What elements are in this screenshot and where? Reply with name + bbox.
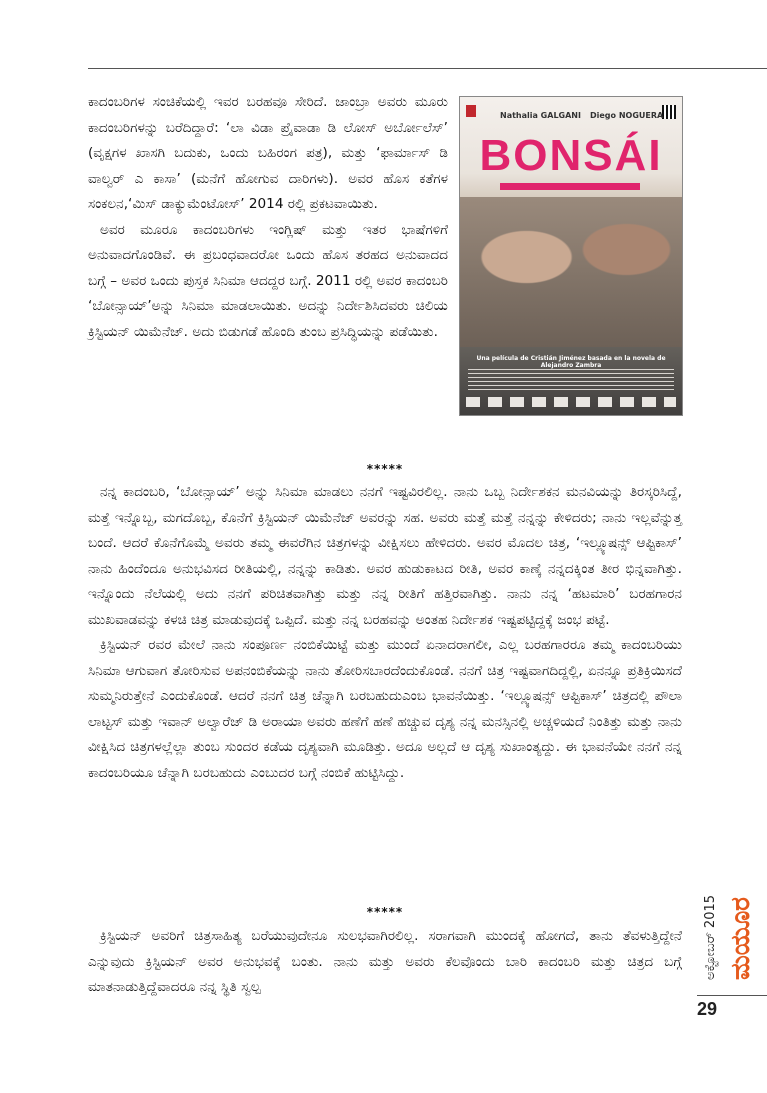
paragraph: ಕ್ರಿಸ್ಟಿಯನ್ ರವರ ಮೇಲೆ ನಾನು ಸಂಪೂರ್ಣ ನಂಬಿಕೆಯಿಟ್ಟೆ ಮತ್ತು ಮುಂದೆ ಏನಾದರಾಗಲೀ, ಎಲ್ಲ ಬರಹಗಾರರೂ ತಮ್ಮ ಕಾದಂಬರಿಯು ಸಿನಿಮಾ ಆಗುವಾಗ ತೋರಿಸುವ ಅಪನಂಬಿಕೆಯನ್ನು ನಾನು ತೋರಿಸಬಾರದೆಂದುಕೊಂಡೆ. ನನಗೆ ಚಿತ್ರ ಇಷ್ಟವಾಗದಿದ್ದಲ್ಲಿ, ಏನನ್ನೂ ಪ್ರತಿಕ್ರಿಯಿಸದೆ ಸುಮ್ಮನಿರುತ್ತೇನೆ ಎಂದುಕೊಂಡೆ. ಆದರೆ ನನಗೆ ಚಿತ್ರ ಚೆನ್ನಾಗಿ ಬರಬಹುದುಎಂಬ ಭಾವನೆಯಿತ್ತು. ‘ಇಲ್ಲ್ಯೂಷನ್ಸ್ ಆಪ್ಟಿಕಾಸ್’ ಚಿತ್ರದಲ್ಲಿ ಪೌಲಾ ಲಾಟ್ಟಸ್ ಮತ್ತು ಇವಾನ್ ಅಲ್ವಾರೆಜ್ ಡಿ ಅರಾಯಾ ಅವರು ಹಣೆಗೆ ಹಣೆ ಹಚ್ಚುವ ದೃಶ್ಯ ನನ್ನ ಮನಸ್ಸಿನಲ್ಲಿ ಅಚ್ಚಳಿಯದೆ ನಿಂತಿತ್ತು ಮತ್ತು ನಾನು ವೀಕ್ಷಿಸಿದ ಚಿತ್ರಗಳಲ್ಲೆಲ್ಲಾ ತುಂಬ ಸುಂದರ ಕಡೆಯ ದೃಶ್ಯವಾಗಿ ಮೂಡಿತ್ತು. ಅದೂ ಅಲ್ಲದೆ ಆ ದೃಶ್ಯ ಸುಖಾಂತ್ಯದ್ದು. ಈ ಭಾವನೆಯೇ ನನಗೆ ನನ್ನ ಕಾದಂಬರಿಯೂ ಚೆನ್ನಾಗಿ ಬರಬಹುದು ಎಂಬುದರ ಬಗ್ಗೆ ನಂಬಿಕೆ ಹುಟ್ಟಿಸಿದ್ದು. — [88, 637, 682, 781]
poster-actor: Nathalia GALGANI — [500, 111, 581, 120]
poster-photo — [460, 197, 682, 347]
section-separator: ***** — [366, 905, 404, 919]
poster-tagline-strip — [500, 183, 640, 190]
flag-icon — [466, 105, 476, 117]
body-text — [88, 924, 682, 1001]
film-poster — [459, 96, 683, 416]
paragraph: ಕ್ರಿಸ್ಟಿಯನ್ ಅವರಿಗೆ ಚಿತ್ರಸಾಹಿತ್ಯ ಬರೆಯುವುದೇನೂ ಸುಲಭವಾಗಿರಲಿಲ್ಲ. ಸರಾಗವಾಗಿ ಮುಂದಕ್ಕೆ ಹೋಗದೆ, ತಾನು ತೆವಳುತ್ತಿದ್ದೇನೆ ಎನ್ನುವುದು ಕ್ರಿಸ್ಟಿಯನ್ ಅವರ ಅನುಭವಕ್ಕೆ ಬಂತು. ನಾನು ಮತ್ತು ಅವರು ಕೆಲವೊಂದು ಬಾರಿ ಕಾದಂಬರಿ ಮತ್ತು ಚಿತ್ರದ ಬಗ್ಗೆ ಮಾತನಾಡುತ್ತಿದ್ದೆವಾದರೂ ನನ್ನ ಸ್ಥಿತಿ ಸ್ವಲ್ಪ — [88, 928, 682, 995]
poster-title: BONSÁI — [479, 131, 663, 180]
poster-actor: Diego NOGUERA — [590, 111, 664, 120]
magazine-logo: ಮಯೂರ — [726, 897, 756, 980]
paragraph: ಕಾದಂಬರಿಗಳ ಸಂಚಿಕೆಯಲ್ಲಿ ಇವರ ಬರಹವೂ ಸೇರಿದೆ. ಜಾಂಬ್ರಾ ಅವರು ಮೂರು ಕಾದಂಬರಿಗಳನ್ನು ಬರೆದಿದ್ದಾರೆ: ‘ಲಾ ವಿಡಾ ಪ್ರೈವಾಡಾ ಡಿ ಲೋಸ್ ಅರ್ಬೋಲೆಸ್’ (ವೃಕ್ಷಗಳ ಖಾಸಗಿ ಬದುಕು, ಒಂದು ಬಹಿರಂಗ ಪತ್ರ), ಮತ್ತು ‘ಫಾರ್ಮಾಸ್ ಡಿ ವಾಲ್ವರ್ ಎ ಕಾಸಾ’ (ಮನೆಗೆ ಹೋಗುವ ದಾರಿಗಳು). ಅವರ ಹೊಸ ಕತೆಗಳ ಸಂಕಲನ,‘ಮಿಸ್ ಡಾಕ್ಯುಮೆಂಟೋಸ್’ 2014 ರಲ್ಲಿ ಪ್ರಕಟವಾಯಿತು. — [88, 94, 448, 212]
page-number-rule — [697, 995, 767, 996]
poster-credit: Una película de Cristián Jiménez basada en la novela de Alejandro Zambra — [476, 355, 666, 369]
page-number: 29 — [697, 999, 718, 1019]
qr-code-icon — [662, 105, 676, 119]
poster-fine-print — [468, 369, 674, 393]
top-rule — [88, 68, 767, 69]
paragraph: ನನ್ನ ಕಾದಂಬರಿ, ‘ಬೋನ್ಸಾಯ್’ ಅನ್ನು ಸಿನಿಮಾ ಮಾಡಲು ನನಗೆ ಇಷ್ಟವಿರಲಿಲ್ಲ. ನಾನು ಒಬ್ಬ ನಿರ್ದೇಶಕನ ಮನವಿಯನ್ನು ತಿರಸ್ಕರಿಸಿದ್ದೆ, ಮತ್ತೆ ಇನ್ನೊಬ್ಬ, ಮಗದೊಬ್ಬ, ಕೊನೆಗೆ ಕ್ರಿಸ್ಟಿಯನ್ ಯಿಮೆನೆಜ್ ಅವರನ್ನು ಸಹ. ಅವರು ಮತ್ತೆ ಮತ್ತೆ ನನ್ನನ್ನು ಕೇಳಿದರು; ನಾನು ಇಲ್ಲವೆನ್ನುತ್ತ ಬಂದೆ. ಆದರೆ ಕೊನೆಗೊಮ್ಮೆ ಅವರು ತಮ್ಮ ಈವರೆಗಿನ ಚಿತ್ರಗಳನ್ನು ವೀಕ್ಷಿಸಲು ಹೇಳಿದರು. ಅವರ ಮೊದಲ ಚಿತ್ರ, ‘ಇಲ್ಲ್ಯೂಷನ್ಸ್ ಆಪ್ಟಿಕಾಸ್’ ನಾನು ಹಿಂದೆಂದೂ ಅನುಭವಿಸದ ರೀತಿಯಲ್ಲಿ, ನನ್ನನ್ನು ಕಾಡಿತು. ಅವರ ಹುಡುಕಾಟದ ರೀತಿ, ಅವರ ಕಾಣ್ಕೆ ನನ್ನದಕ್ಕಿಂತ ತೀರ ಭಿನ್ನವಾಗಿತ್ತು. ಇನ್ನೊಂದು ನೆಲೆಯಲ್ಲಿ ಅದು ನನಗೆ ಪರಿಚಿತವಾಗಿತ್ತು ಮತ್ತು ನನ್ನ ರೀತಿಗೆ ಹತ್ತಿರವಾಗಿತ್ತು. ನಾನು ನನ್ನ ‘ಹಟಮಾರಿ’ ಬರಹಗಾರನ ಮುಖವಾಡವನ್ನು ಕಳಚಿ ಚಿತ್ರ ಮಾಡುವುದಕ್ಕೆ ಒಪ್ಪಿದೆ. ಮತ್ತು ನನ್ನ ಬರಹವನ್ನು ಅಂತಹ ನಿರ್ದೇಶಕ ಇಷ್ಟಪಟ್ಟಿದ್ದಕ್ಕೆ ಜಂಭ ಪಟ್ಟೆ. — [88, 484, 682, 628]
paragraph: ಅವರ ಮೂರೂ ಕಾದಂಬರಿಗಳು ಇಂಗ್ಲಿಷ್ ಮತ್ತು ಇತರ ಭಾಷೆಗಳಿಗೆ ಅನುವಾದಗೊಂಡಿವೆ. ಈ ಪ್ರಬಂಧವಾದರೋ ಒಂದು ಹೊಸ ತರಹದ ಅನುವಾದದ ಬಗ್ಗೆ – ಅವರ ಒಂದು ಪುಸ್ತಕ ಸಿನಿಮಾ ಆದದ್ದರ ಬಗ್ಗೆ. 2011 ರಲ್ಲಿ ಅವರ ಕಾದಂಬರಿ ‘ಬೋನ್ಸಾಯ್’ಅನ್ನು ಸಿನಿಮಾ ಮಾಡಲಾಯಿತು. ಅದನ್ನು ನಿರ್ದೇಶಿಸಿದವರು ಚಿಲಿಯ ಕ್ರಿಸ್ಟಿಯನ್ ಯಿಮೆನೆಜ್. ಅದು ಬಿಡುಗಡೆ ಹೊಂದಿ ತುಂಬ ಪ್ರಸಿದ್ಧಿಯನ್ನು ಪಡೆಯಿತು. — [88, 221, 448, 340]
body-text — [88, 480, 682, 786]
poster-logos — [466, 397, 676, 407]
issue-date: ಅಕ್ಟೋಬರ್ 2015 — [703, 894, 718, 980]
section-separator: ***** — [366, 462, 404, 476]
column-text — [88, 90, 448, 345]
